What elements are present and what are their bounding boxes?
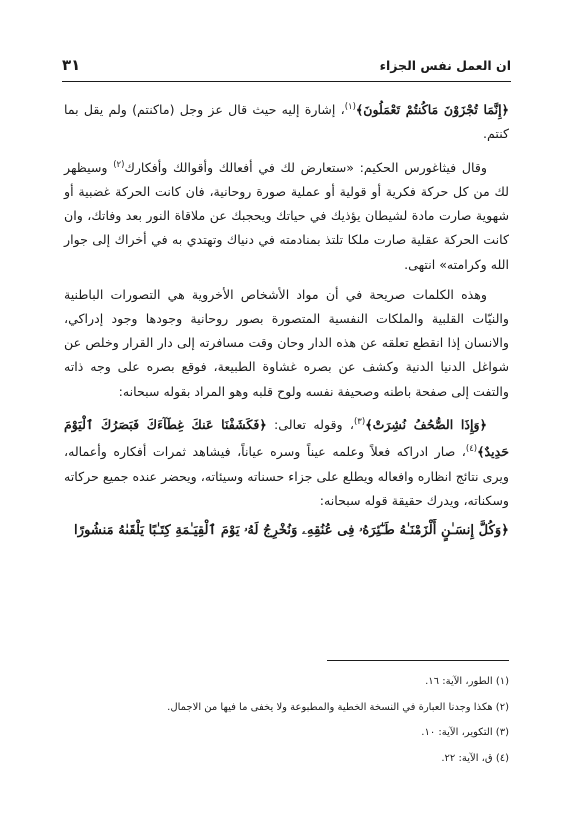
paragraph-text: ، وقوله تعالى: xyxy=(266,417,354,432)
paragraph-text: وقال فيثاغورس الحكيم: «ستعارض لك في أفعالك وأقوالك وأفكارك xyxy=(124,159,487,175)
quran-verse: ﴿فَكَشَفْنَا عَنكَ غِطَآءَكَ فَبَصَرُكَ ٱلْيَوْمَ حَدِيدٌ﴾ xyxy=(64,417,509,460)
main-text xyxy=(64,95,509,549)
paragraph-text: ، إشارة إليه حيث قال عز وجل (ماكنتم) ولم يقل بما كنتم. xyxy=(64,102,509,142)
footnote-divider xyxy=(327,660,509,661)
quran-verse: ﴿وَإِذَا الصُّحُفُ نُشِرَتْ﴾ xyxy=(365,417,487,432)
footnote-1: (١) الطور، الآية: ١٦. xyxy=(425,676,509,687)
footnote-ref: (٤) xyxy=(465,444,478,455)
paragraph-4 xyxy=(64,410,509,513)
running-header xyxy=(62,58,511,80)
footnote-ref: (٢) xyxy=(113,159,125,170)
paragraph-2 xyxy=(64,153,509,277)
footnotes xyxy=(64,670,509,772)
quran-verse: ﴿إِنَّمَا تُجْزَوْنَ مَاكُنتُمْ تَعْمَلُونَ﴾ xyxy=(355,102,509,118)
footnote-ref: (١) xyxy=(344,102,356,112)
paragraph-text: وسيظهر لك من كل حركة فكرية أو قولية أو عملية صورة روحانية، فان كانت الحركة غضبية أو شهوية صارت مادة لشيطان يؤذيك في حياتك ويحجبك عن ملاقاة النور بعد وفاتك، وان كانت الحركة عقلية صارت ملكا تلتذ بمنادمته في دنياك وتهتدي به في أخراك إلى جوار الله وكرامته» انتهى. xyxy=(64,159,509,272)
paragraph-5 xyxy=(64,519,509,543)
paragraph-text: وهذه الكلمات صريحة في أن مواد الأشخاص الأخروية هي التصورات الباطنية والنيّات القلبية والملكات النفسية المتصورة بصور روحانية وجودها وجود إدراكي، والانسان إذا انقطع تعلقه عن هذه الدار وحان وقت مسافرته إلى دار القرار وخلص عن شواغل الدنيا الدنية وكشف عن بصره غشاوة الطبيعة، فوقع بصره على وجه ذاته والتفت إلى صفحة باطنه وصحيفة نفسه ولوح قلبه وهو المراد بقوله سبحانه: xyxy=(64,286,509,399)
page-number: ٣١ xyxy=(62,56,81,74)
running-title: ان العمل نفس الجزاء xyxy=(379,58,511,73)
header-divider xyxy=(62,81,511,82)
footnote-4: (٤) ق، الآية: ٢٢. xyxy=(441,752,509,764)
quran-verse: ﴿وَكُلَّ إِنسَـٰنٍ أَلْزَمْنَـٰهُ طَـٰٓئِرَهُۥ فِى عُنُقِهِۦ وَنُخْرِجُ لَهُۥ يَوْمَ ٱلْقِيَـٰمَةِ كِتَـٰبًا يَلْقَىٰهُ مَنشُورًا xyxy=(74,523,509,538)
footnote-3: (٣) التكوير، الآية: ١٠. xyxy=(421,727,509,738)
footnote-2: (٢) هكذا وجدنا العبارة في النسخة الخطية والمطبوعة ولا يخفى ما فيها من الاجمال. xyxy=(167,701,509,713)
paragraph-text: ، صار ادراكه فعلاً وعلمه عيناً وسره عياناً، فيشاهد ثمرات أفكاره وأعماله، ويرى نتائج انظاره وافعاله ويطلع على جزاء حسناته وسيئاته، ويحضر عنده جميع حركاته وسكناته، ويدرك حقيقة قوله سبحانه: xyxy=(64,444,509,508)
footnote-ref: (٣) xyxy=(353,416,366,427)
paragraph-1 xyxy=(64,95,509,147)
paragraph-3 xyxy=(64,283,509,404)
